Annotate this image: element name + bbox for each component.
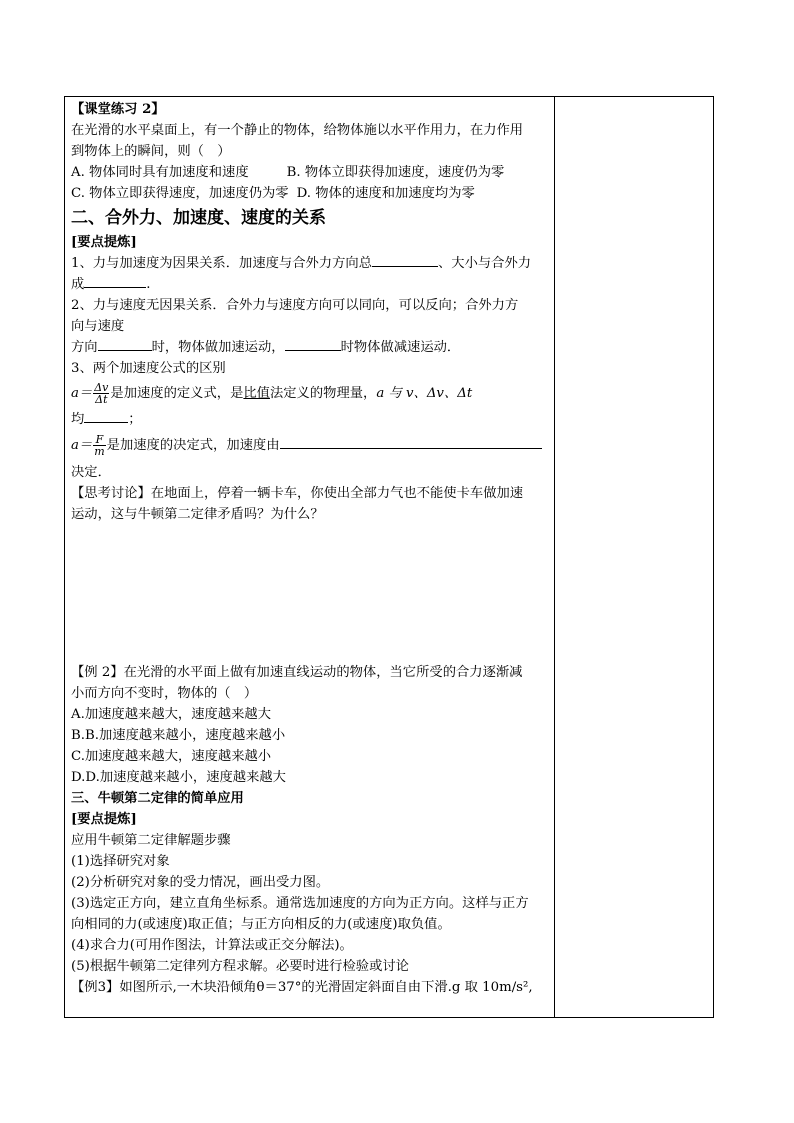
example-2-option-a: A.加速度越来越大，速度越来越大 [71,707,271,722]
step-2: (2)分析研究对象的受力情况，画出受力图。 [71,875,330,890]
column-divider [554,97,555,1017]
example-2-option-c: C.加速度越来越大，速度越来越小 [71,749,272,764]
section-3-key-label: [要点提炼] [71,812,137,827]
key-point-2-blanks: 方向 时，物体做加速运动， 时物体做减速运动． [71,337,551,358]
practice-option-d: D. 物体的速度和加速度均为零 [296,186,475,201]
key-point-3: 3、两个加速度公式的区别 [71,361,226,376]
practice-option-c: C. 物体立即获得速度，加速度仍为零 [71,186,289,201]
practice-title: 【课堂练习 2】 [71,102,165,117]
fraction-f-m: $\frac{F}{m}$ [94,433,105,458]
formula-definition-cont: 均 ； [71,409,551,430]
example-2-option-b: B.B.加速度越来越小，速度越来越小 [71,728,286,743]
key-point-1-cont: 成 . [71,274,551,295]
practice-options-cd [71,183,551,204]
practice-question-line-2: 到物体上的瞬间，则（ ） [71,144,231,159]
key-point-2: 2、力与速度无因果关系．合外力与速度方向可以同向，可以反向；合外力方 [71,298,519,313]
practice-option-a: A. 物体同时具有加速度和速度 [71,165,249,180]
blank[interactable] [84,409,128,423]
blank[interactable] [98,337,152,351]
key-point-1: 1、力与加速度为因果关系．加速度与合外力方向总 、大小与合外力 [71,253,551,274]
section-2-heading: 二、合外力、加速度、速度的关系 [71,208,326,228]
step-5: (5)根据牛顿第二定律列方程求解。必要时进行检验或讨论 [71,959,409,974]
think-discussion-line-2: 运动，这与牛顿第二定律矛盾吗？为什么？ [71,507,324,522]
main-column [71,99,551,998]
fraction-dv-dt: $\frac{\Delta v}{\Delta t}$ [94,381,109,406]
step-1: (1)选择研究对象 [71,854,170,869]
answer-space[interactable] [71,525,551,662]
key-point-2-cont: 向与速度 [71,319,125,334]
example-2-option-d: D.D.加速度越来越小，速度越来越大 [71,770,286,785]
blank[interactable] [285,337,341,351]
formula-definition: a＝ $\frac{\Delta v}{\Delta t}$ 是加速度的定义式，是比值法定义的物理量，a 与 v、Δv、Δt [71,381,473,406]
section-3-heading: 三、牛顿第二定律的简单应用 [71,791,244,806]
practice-option-b: B. 物体立即获得加速度，速度仍为零 [286,165,505,180]
worksheet-table [64,96,714,1018]
step-3-line-1: (3)选定正方向，建立直角坐标系。通常选加速度的方向为正方向。这样与正方 [71,896,529,911]
step-3-line-2: 向相同的力(或速度)取正值；与正方向相反的力(或速度)取负值。 [71,917,451,932]
formula-determination: a＝ $\frac{F}{m}$ 是加速度的决定式，加速度由 [71,430,551,462]
example-2-line-2: 小而方向不变时，物体的（ ） [71,686,258,701]
practice-question-line-1: 在光滑的水平桌面上，有一个静止的物体，给物体施以水平作用力，在力作用 [71,123,524,138]
blank[interactable] [372,253,438,267]
section-3-intro: 应用牛顿第二定律解题步骤 [71,833,231,848]
practice-options-ab [71,162,551,183]
think-discussion-line-1: 【思考讨论】在地面上，停着一辆卡车，你使出全部力气也不能使卡车做加速 [71,486,524,501]
formula-determination-cont: 决定． [71,465,111,480]
step-4: (4)求合力(可用作图法，计算法或正交分解法)。 [71,938,353,953]
blank[interactable] [84,274,146,288]
example-2-line-1: 【例 2】在光滑的水平面上做有加速直线运动的物体，当它所受的合力逐渐减 [71,665,523,680]
section-2-key-label: [要点提炼] [71,235,137,250]
example-3-line-1: 【例3】如图所示,一木块沿倾角θ＝37°的光滑固定斜面自由下滑.g 取 10m/s², [71,980,533,995]
blank[interactable] [280,435,542,449]
